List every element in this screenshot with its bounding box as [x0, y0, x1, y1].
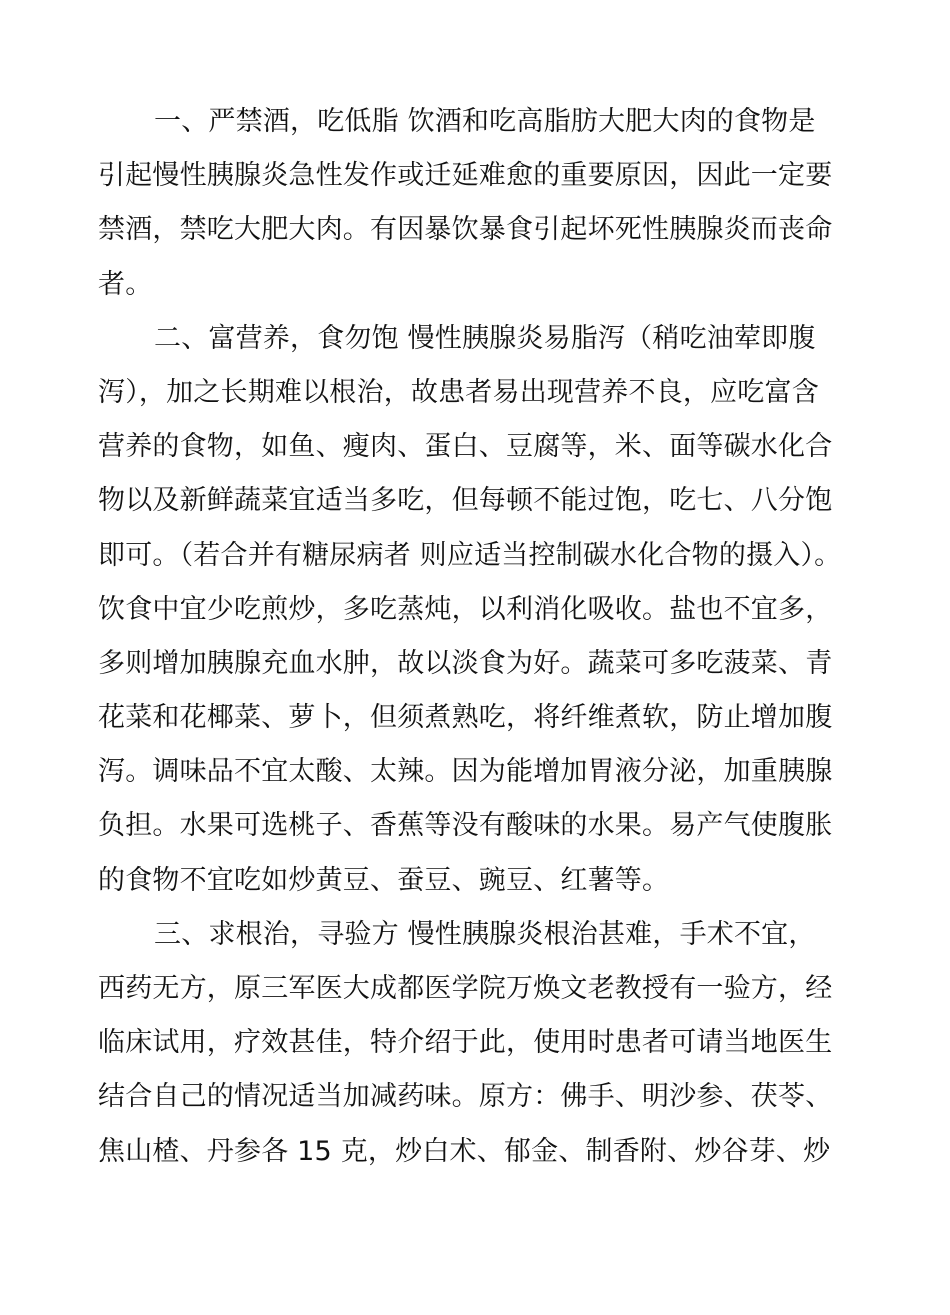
paragraph-2-line-7: 多则增加胰腺充血水肿，故以淡食为好。蔬菜可多吃菠菜、青 — [98, 647, 833, 679]
paragraph-2-line-6: 饮食中宜少吃煎炒，多吃蒸炖，以利消化吸收。盐也不宜多， — [98, 593, 833, 625]
paragraph-1-line-2: 引起慢性胰腺炎急性发作或迁延难愈的重要原因，因此一定要 — [98, 160, 833, 192]
paragraph-2-line-4: 物以及新鲜蔬菜宜适当多吃，但每顿不能过饱，吃七、八分饱 — [98, 485, 833, 517]
paragraph-2-line-10: 负担。水果可选桃子、香蕉等没有酸味的水果。易产气使腹胀 — [98, 810, 833, 842]
document-body — [98, 95, 868, 1179]
paragraph-3-line-3: 临床试用，疗效甚佳，特介绍于此，使用时患者可请当地医生 — [98, 1027, 833, 1059]
paragraph-3-line-1: 三、求根治，寻验方 慢性胰腺炎根治甚难，手术不宜， — [154, 918, 816, 950]
paragraph-2-line-11: 的食物不宜吃如炒黄豆、蚕豆、豌豆、红薯等。 — [98, 864, 670, 896]
paragraph-3-line-5: 焦山楂、丹参各 15 克，炒白术、郁金、制香附、炒谷芽、炒 — [98, 1135, 831, 1167]
paragraph-2-line-1: 二、富营养，食勿饱 慢性胰腺炎易脂泻（稍吃油荤即腹 — [154, 322, 816, 354]
paragraph-2-line-2: 泻），加之长期难以根治，故患者易出现营养不良，应吃富含 — [98, 376, 819, 408]
paragraph-1-line-1: 一、严禁酒，吃低脂 饮酒和吃高脂肪大肥大肉的食物是 — [154, 106, 816, 137]
paragraph-2-line-5: 即可。（若合并有糖尿病者 则应适当控制碳水化合物的摄入）。 — [98, 539, 842, 571]
paragraph-2-line-8: 花菜和花椰菜、萝卜，但须煮熟吃，将纤维煮软，防止增加腹 — [98, 702, 833, 734]
paragraph-1-line-3: 禁酒，禁吃大肥大肉。有因暴饮暴食引起坏死性胰腺炎而丧命 — [98, 214, 833, 246]
paragraph-2-line-9: 泻。调味品不宜太酸、太辣。因为能增加胃液分泌，加重胰腺 — [98, 756, 833, 788]
paragraph-1-line-4: 者。 — [98, 268, 153, 300]
paragraph-3-line-2: 西药无方，原三军医大成都医学院万焕文老教授有一验方，经 — [98, 973, 833, 1004]
paragraph-2-line-3: 营养的食物，如鱼、瘦肉、蛋白、豆腐等，米、面等碳水化合 — [98, 431, 833, 463]
paragraph-3-line-4: 结合自己的情况适当加减药味。原方：佛手、明沙参、茯苓、 — [98, 1081, 833, 1113]
